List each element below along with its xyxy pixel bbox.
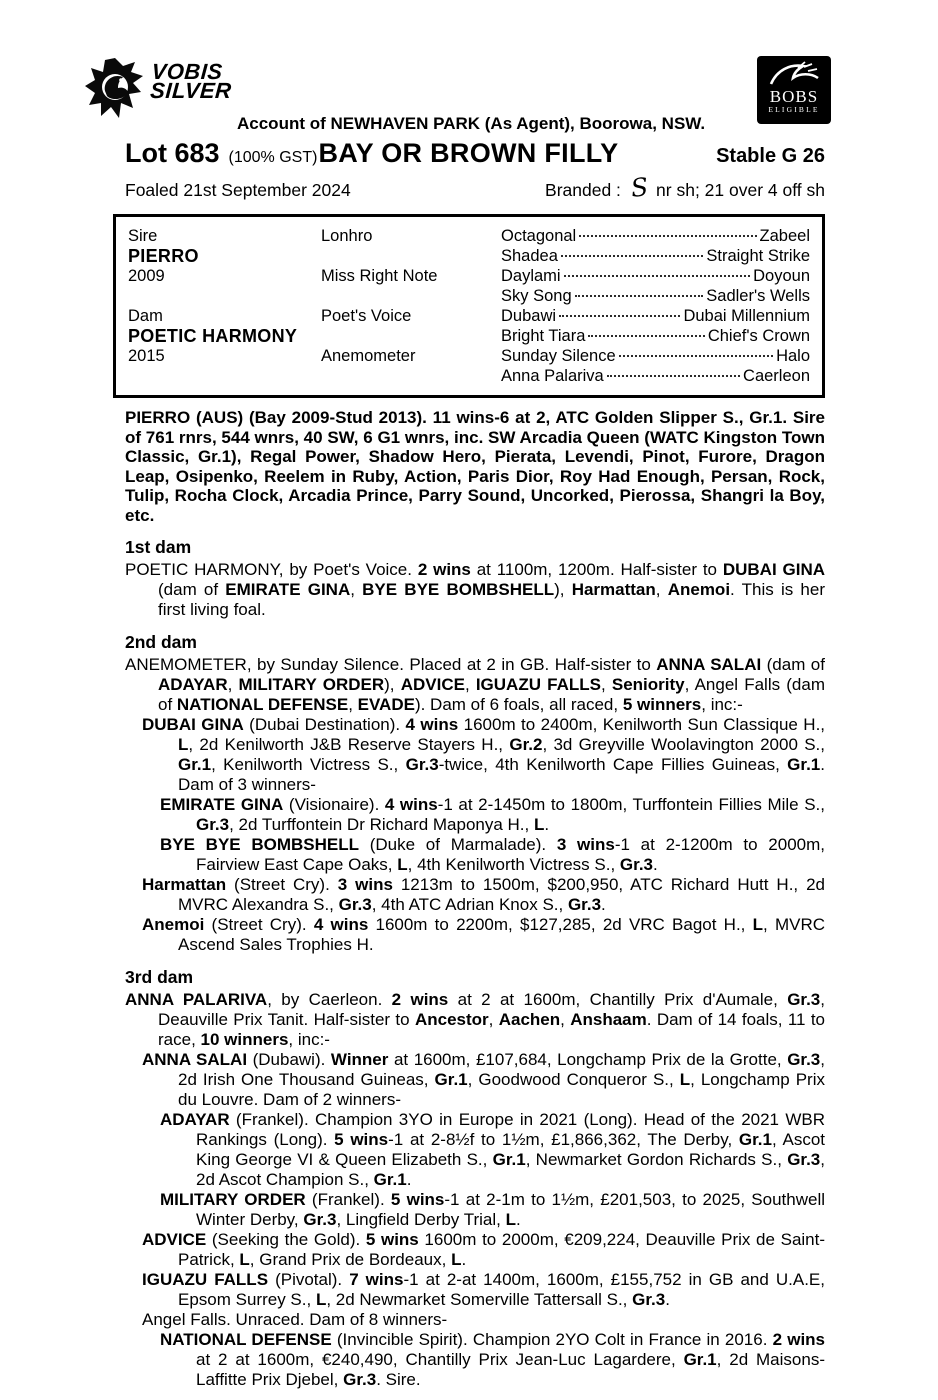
gen3-name: Octagonal <box>501 227 577 245</box>
lot-line <box>125 138 825 169</box>
gen3-parent: Doyoun <box>753 267 810 285</box>
gen3-parent: Halo <box>776 347 810 365</box>
pedigree-entry: MILITARY ORDER (Frankel). 5 wins-1 at 2-1m to 1½m, £201,503, to 2025, Southwell Winter Derby, Gr.3, Lingfield Derby Trial, L. <box>160 1190 826 1229</box>
branded-label: Branded : <box>545 180 621 200</box>
vobis-horse-head-icon <box>85 56 147 126</box>
brand-symbol-icon: S <box>629 172 650 203</box>
dam-name: POETIC HARMONY <box>128 326 298 346</box>
lot-number: Lot 683 <box>125 138 220 168</box>
leader-dots <box>588 335 704 337</box>
bobs-eligible-logo <box>757 56 831 124</box>
pedigree-entry: Anemoi (Street Cry). 4 wins 1600m to 2200m, $127,285, 2d VRC Bagot H., L, MVRC Ascend Sales Trophies H. <box>142 915 826 954</box>
gen3-row <box>501 326 810 346</box>
gen3-row <box>501 366 810 386</box>
gen3-name: Shadea <box>501 247 558 265</box>
gst-note: (100% GST) <box>228 149 318 166</box>
dam-label: Dam <box>128 307 163 325</box>
dam-dam: Anemometer <box>321 347 416 365</box>
pedigree-entry: NATIONAL DEFENSE (Invincible Spirit). Champion 2YO Colt in France in 2016. 2 wins at 2 at 1600m, €240,490, Chantilly Prix Jean-Luc Lagardere, Gr.1, 2d Maisons-Laffitte Prix Djebel, Gr.3. Sire. <box>160 1330 826 1389</box>
section-1st-dam <box>125 537 825 620</box>
sire-year: 2009 <box>128 267 165 285</box>
pedigree-entry: Angel Falls. Unraced. Dam of 8 winners- <box>142 1310 448 1329</box>
leader-dots <box>579 235 756 237</box>
dam-paragraph: POETIC HARMONY, by Poet's Voice. 2 wins at 1100m, 1200m. Half-sister to DUBAI GINA (dam of EMIRATE GINA, BYE BYE BOMBSHELL), Harmattan, Anemoi. This is her first living foal. <box>125 560 825 619</box>
section-heading: 2nd dam <box>125 632 197 652</box>
section-heading: 1st dam <box>125 537 192 557</box>
dam-paragraph: ANNA PALARIVA, by Caerleon. 2 wins at 2 at 1600m, Chantilly Prix d'Aumale, Gr.3, Deauville Prix Tanit. Half-sister to Ancestor, Aachen, Anshaam. Dam of 14 foals, 11 to race, 10 winners, inc:- <box>125 990 826 1049</box>
sire-name: PIERRO <box>128 246 199 266</box>
sire-sire: Lonhro <box>321 227 373 245</box>
pedigree-table <box>113 214 825 398</box>
pedigree-entry: ANNA SALAI (Dubawi). Winner at 1600m, £107,684, Longchamp Prix de la Grotte, Gr.3, 2d Irish One Thousand Guineas, Gr.1, Goodwood Conqueror S., L, Longchamp Prix du Louvre. Dam of 2 winners- <box>142 1050 826 1109</box>
page-header <box>125 56 825 134</box>
leader-dots <box>607 375 740 377</box>
pedigree-entry: DUBAI GINA (Dubai Destination). 4 wins 1600m to 2400m, Kenilworth Sun Classique H., L, 2d Kenilworth J&B Reserve Stayers H., Gr.2, 3d Greyville Woolavington 2000 S., Gr.1, Kenilworth Victress S., Gr.3-twice, 4th Kenilworth Cape Fillies Guineas, Gr.1. Dam of 3 winners- <box>142 715 826 794</box>
pedigree-entry: Harmattan (Street Cry). 3 wins 1213m to 1500m, $200,950, ATC Richard Hutt H., 2d MVRC Alexandra S., Gr.3, 4th ATC Adrian Knox S., Gr.3. <box>142 875 826 914</box>
gen3-parent: Zabeel <box>759 227 810 245</box>
gen3-row <box>501 286 810 306</box>
pedigree-entry: ADVICE (Seeking the Gold). 5 wins 1600m to 2000m, €209,224, Deauville Prix de Saint-Patrick, L, Grand Prix de Bordeaux, L. <box>142 1230 826 1269</box>
vobis-logo-line1: VOBIS <box>150 59 224 84</box>
leader-dots <box>559 315 680 317</box>
dam-paragraph: ANEMOMETER, by Sunday Silence. Placed at 2 in GB. Half-sister to ANNA SALAI (dam of ADAYAR, MILITARY ORDER), ADVICE, IGUAZU FALLS, Seniority, Angel Falls (dam of NATIONAL DEFENSE, EVADE). Dam of 6 foals, all raced, 5 winners, inc:- <box>125 655 826 714</box>
pedigree-entry: ADAYAR (Frankel). Champion 3YO in Europe in 2021 (Long). Head of the 2021 WBR Rankings (Long). 5 wins-1 at 2-8½f to 1½m, £1,866,362, The Derby, Gr.1, Ascot King George VI & Queen Elizabeth S., Gr.1, Newmarket Gordon Richards S., Gr.3, 2d Ascot Champion S., Gr.1. <box>160 1110 826 1189</box>
gen3-name: Anna Palariva <box>501 367 604 385</box>
foal-line <box>125 172 825 205</box>
section-3rd-dam <box>125 967 825 1390</box>
sire-label: Sire <box>128 227 158 245</box>
pedigree-entry: EMIRATE GINA (Visionaire). 4 wins-1 at 2-1450m to 1800m, Turffontein Fillies Mile S., Gr.3, 2d Turffontein Dr Richard Maponya H., L. <box>160 795 826 834</box>
section-heading: 3rd dam <box>125 967 194 987</box>
pedigree-entry: IGUAZU FALLS (Pivotal). 7 wins-1 at 2-at 1400m, 1600m, £155,752 in GB and U.A.E, Epsom Surrey S., L, 2d Newmarket Somerville Tattersall S., Gr.3. <box>142 1270 825 1309</box>
gen3-name: Bright Tiara <box>501 327 586 345</box>
gen3-name: Sunday Silence <box>501 347 616 365</box>
gen3-name: Daylami <box>501 267 561 285</box>
gen3-parent: Dubai Millennium <box>683 307 810 325</box>
stable-number: Stable G 26 <box>716 145 825 167</box>
leader-dots <box>561 255 703 257</box>
account-line: Account of NEWHAVEN PARK (As Agent), Boorowa, NSW. <box>237 114 706 133</box>
gen3-row <box>501 226 810 246</box>
bobs-logo-title: BOBS <box>769 87 819 106</box>
foaled-date: Foaled 21st September 2024 <box>125 180 351 200</box>
gen3-name: Sky Song <box>501 287 572 305</box>
sire-summary: PIERRO (AUS) (Bay 2009-Stud 2013). 11 wins-6 at 2, ATC Golden Slipper S., Gr.1. Sire of 761 rnrs, 544 wnrs, 40 SW, 6 G1 wnrs, inc. SW Arcadia Queen (WATC Kingston Town Classic, Gr.1), Regal Power, Shadow Hero, Pierata, Levendi, Pinot, Furore, Dragon Leap, Osipenko, Reelem in Ruby, Action, Paris Dior, Roy Had Enough, Persan, Rock, Tulip, Rocha Clock, Arcadia Prince, Parry Sound, Uncorked, Pierossa, Shangri la Boy, etc. <box>125 408 825 525</box>
vobis-logo-line2: SILVER <box>149 78 233 103</box>
gen3-parent: Straight Strike <box>706 247 810 265</box>
gen3-row <box>501 246 810 266</box>
section-2nd-dam <box>125 632 825 955</box>
leader-dots <box>564 275 751 277</box>
gen3-parent: Sadler's Wells <box>706 287 810 305</box>
page-title: BAY OR BROWN FILLY <box>318 138 619 168</box>
dam-year: 2015 <box>128 347 165 365</box>
gen3-parent: Chief's Crown <box>707 327 810 345</box>
gen3-parent: Caerleon <box>743 367 810 385</box>
dam-sire: Poet's Voice <box>321 307 412 325</box>
sire-dam: Miss Right Note <box>321 267 438 285</box>
pedigree-entry: BYE BYE BOMBSHELL (Duke of Marmalade). 3 wins-1 at 2-1200m to 2000m, Fairview East Cape Oaks, L, 4th Kenilworth Victress S., Gr.3. <box>160 835 825 874</box>
branded-info <box>545 172 825 205</box>
gen3-row <box>501 346 810 366</box>
gen3-row <box>501 306 810 326</box>
vobis-logo-text <box>149 59 234 103</box>
branded-text: nr sh; 21 over 4 off sh <box>656 180 825 200</box>
bobs-horse-icon <box>766 60 822 88</box>
vobis-silver-logo <box>85 56 232 126</box>
leader-dots <box>575 295 704 297</box>
gen3-row <box>501 266 810 286</box>
bobs-logo-subtitle: ELIGIBLE <box>768 105 820 114</box>
leader-dots <box>619 355 773 357</box>
gen3-name: Dubawi <box>501 307 557 325</box>
